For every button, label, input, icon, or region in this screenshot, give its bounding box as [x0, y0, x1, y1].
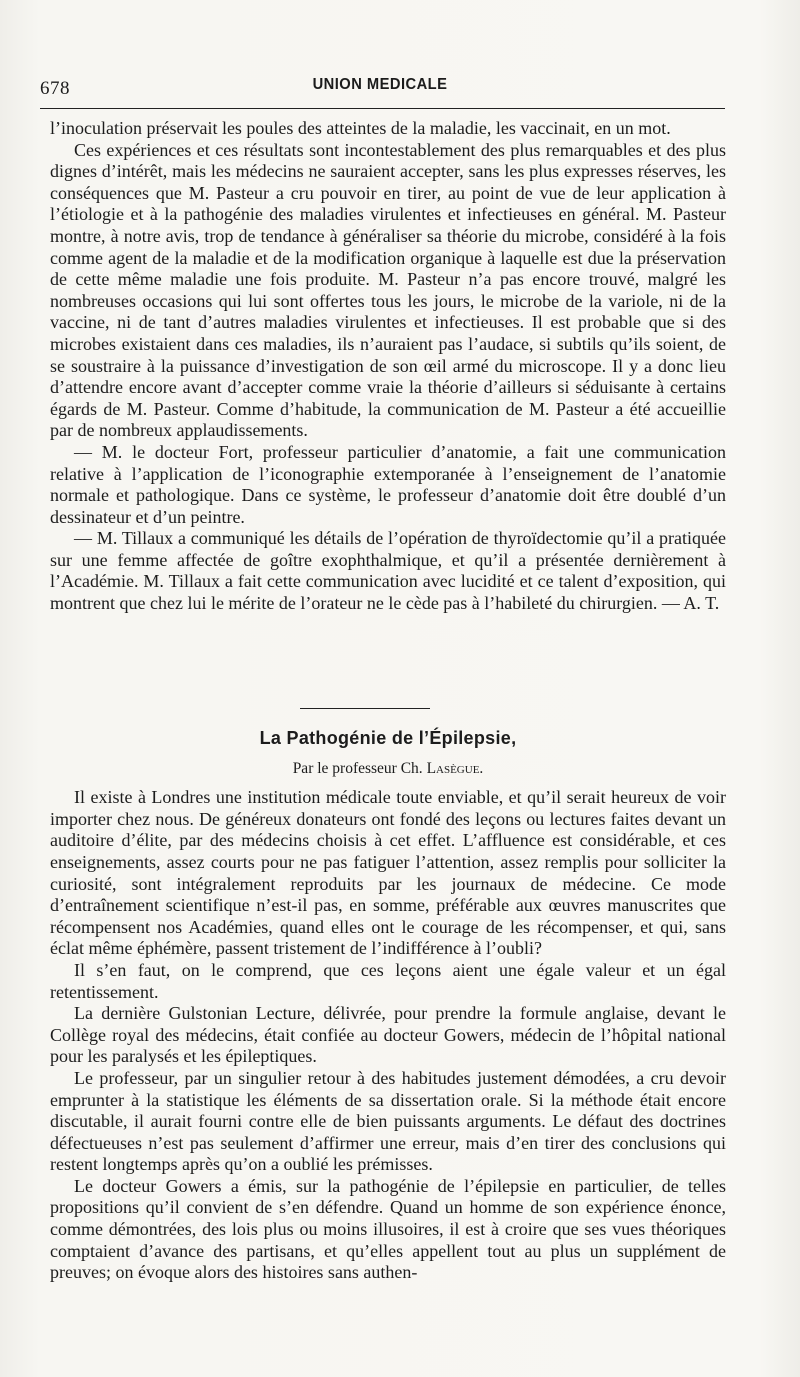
article: [50, 728, 726, 1284]
paragraph: Il existe à Londres une institution médicale toute enviable, et qu’il serait heureux de voir importer chez nous. De généreux donateurs ont fondé des leçons ou lectures faites devant un auditoire d’élite, par des médecins choisis à cet effet. L’affluence est considérable, et ces enseignements, assez courts pour ne pas fatiguer l’attention, assez remplis pour solliciter la curiosité, sont intégralement reproduits par les journaux de médecine. Ce mode d’entraînement scientifique n’est-il pas, en somme, préférable aux œuvres manuscrites que récompensent nos Académies, quand elles ont le courage de les récompenser, et qui, sans éclat même éphémère, passent tristement de l’indifférence à l’oubli?: [50, 787, 726, 959]
paragraph: — M. Tillaux a communiqué les détails de l’opération de thyroïdectomie qu’il a pratiquée sur une femme affectée de goître exophthalmique, et qu’il a présentée dernièrement à l’Académie. M. Tillaux a fait cette communication avec lucidité et ce talent d’exposition, qui montrent que chez lui le mérite de l’orateur ne le cède pas à l’habileté du chirurgien. — A. T.: [50, 528, 726, 614]
paragraph: Ces expériences et ces résultats sont incontestablement des plus remarquables et des plus dignes d’intérêt, mais les médecins ne sauraient accepter, sans les plus expresses réserves, les conséquences que M. Pasteur a cru pouvoir en tirer, au point de vue de leur application à l’étiologie et à la pathogénie des maladies virulentes et infectieuses en général. M. Pasteur montre, à notre avis, trop de tendance à généraliser sa théorie du microbe, considéré à la fois comme agent de la maladie et de la modification organique à laquelle est due la préservation de cette même maladie une fois produite. M. Pasteur n’a pas encore trouvé, malgré les nombreuses occasions qui lui sont offertes tous les jours, le microbe de la variole, ni de la vaccine, ni de tant d’autres maladies virulentes et infectieuses. Il est probable que si des microbes existaient dans ces maladies, ils n’auraient pas l’audace, si subtils qu’ils soient, de se soustraire à la puissance d’investigation de son œil armé du microscope. Il y a donc lieu d’attendre encore avant d’accepter comme vraie la théorie d’ailleurs si séduisante à certains égards de M. Pasteur. Comme d’habitude, la communication de M. Pasteur a été accueillie par de nombreux applaudissements.: [50, 139, 726, 441]
header-rule: [40, 108, 725, 109]
byline-author: Lasègue.: [426, 759, 484, 777]
article-title: La Pathogénie de l’Épilepsie,: [259, 728, 517, 748]
article-byline: [50, 758, 726, 780]
page-number: 678: [40, 78, 70, 99]
byline-prefix: Par le professeur Ch.: [292, 759, 427, 777]
paragraph: La dernière Gulstonian Lecture, délivrée, pour prendre la formule anglaise, devant le Collège royal des médecins, était confiée au docteur Gowers, médecin de l’hôpital national pour les paralysés et les épileptiques.: [50, 1003, 726, 1067]
running-title: UNION MEDICALE: [312, 76, 448, 93]
paragraph: l’inoculation préservait les poules des atteintes de la maladie, les vaccinait, en un mot.: [50, 118, 671, 138]
paragraph: Le docteur Gowers a émis, sur la pathogénie de l’épilepsie en particulier, de telles propositions qu’il convient de s’en défendre. Quand un homme de son expérience énonce, comme démontrées, des lois plus ou moins illusoires, il est à croire que ses vues théoriques comptaient d’avance des partisans, et qu’elles appellent tout au plus un supplément de preuves; on évoque alors des histoires sans authen-: [50, 1175, 726, 1283]
section-divider: [300, 708, 430, 709]
paragraph: — M. le docteur Fort, professeur particulier d’anatomie, a fait une communication relative à l’application de l’iconographie extemporanée à l’enseignement de l’anatomie normale et pathologique. Dans ce système, le professeur d’anatomie doit être doublé d’un dessinateur et d’un peintre.: [50, 441, 726, 527]
paragraph: Le professeur, par un singulier retour à des habitudes justement démodées, a cru devoir emprunter à la statistique les éléments de sa dissertation orale. Si la méthode était encore discutable, il aurait fourni contre elle de bien puissants arguments. Le défaut des doctrines défectueuses n’est pas seulement d’affirmer une erreur, mais d’en tirer des conclusions qui restent longtemps après qu’on a oublié les prémisses.: [50, 1067, 726, 1175]
page-header: [40, 74, 720, 104]
preceding-article-text: [50, 118, 726, 615]
paragraph: Il s’en faut, on le comprend, que ces leçons aient une égale valeur et un égal retentissement.: [50, 959, 726, 1002]
